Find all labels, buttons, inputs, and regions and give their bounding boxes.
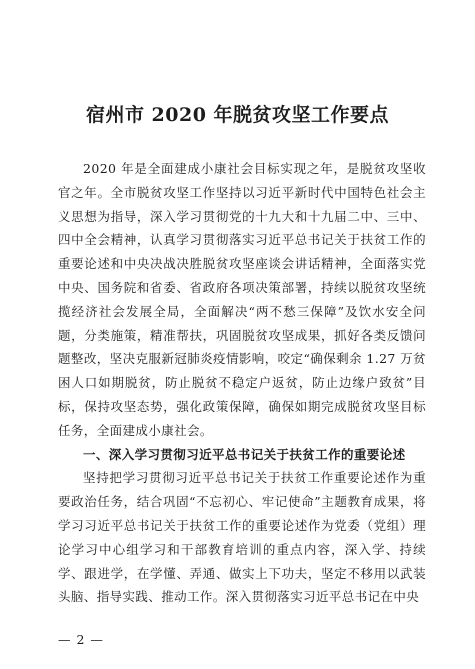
section-paragraph: 坚持把学习贯彻习近平总书记关于扶贫工作重要论述作为重要政治任务，结合巩固“不忘初心、牢记使命”主题教育成果，将学习习近平总书记关于扶贫工作的重要论述作为党委（党组）理论学习中心组学习和干部教育培训的重点内容，深入学、持续学、跟进学，在学懂、弄通、做实上下功夫，坚定不移用以武装头脑、指导实践、推动工作。深入贯彻落实习近平总书记在中央	[58, 470, 426, 605]
section-heading: 一、深入学习贯彻习近平总书记关于扶贫工作的重要论述	[83, 446, 406, 462]
document-body	[58, 157, 426, 609]
intro-paragraph: 2020 年是全面建成小康社会目标实现之年，是脱贫攻坚收官之年。全市脱贫攻坚工作坚持以习近平新时代中国特色社会主义思想为指导，深入学习贯彻党的十九大和十九届二中、三中、四中全会精神，认真学习贯彻落实习近平总书记关于扶贫工作的重要论述和中央决战决胜脱贫攻坚座谈会讲话精神，全面落实党中央、国务院和省委、省政府各项决策部署，持续以脱贫攻坚统揽经济社会发展全局，全面解决“两不愁三保障”及饮水安全问题，分类施策，精准帮扶，巩固脱贫攻坚成果，抓好各类反馈问题整改，坚决克服新冠肺炎疫情影响，咬定“确保剩余 1.27 万贫困人口如期脱贫，防止脱贫不稳定户返贫，防止边缘户致贫”目标，保持攻坚态势，强化政策保障，确保如期完成脱贫攻坚目标任务，全面建成小康社会。	[58, 161, 426, 438]
page-number: — 2 —	[58, 632, 104, 647]
document-title: 宿州市 2020 年脱贫攻坚工作要点	[85, 104, 390, 126]
